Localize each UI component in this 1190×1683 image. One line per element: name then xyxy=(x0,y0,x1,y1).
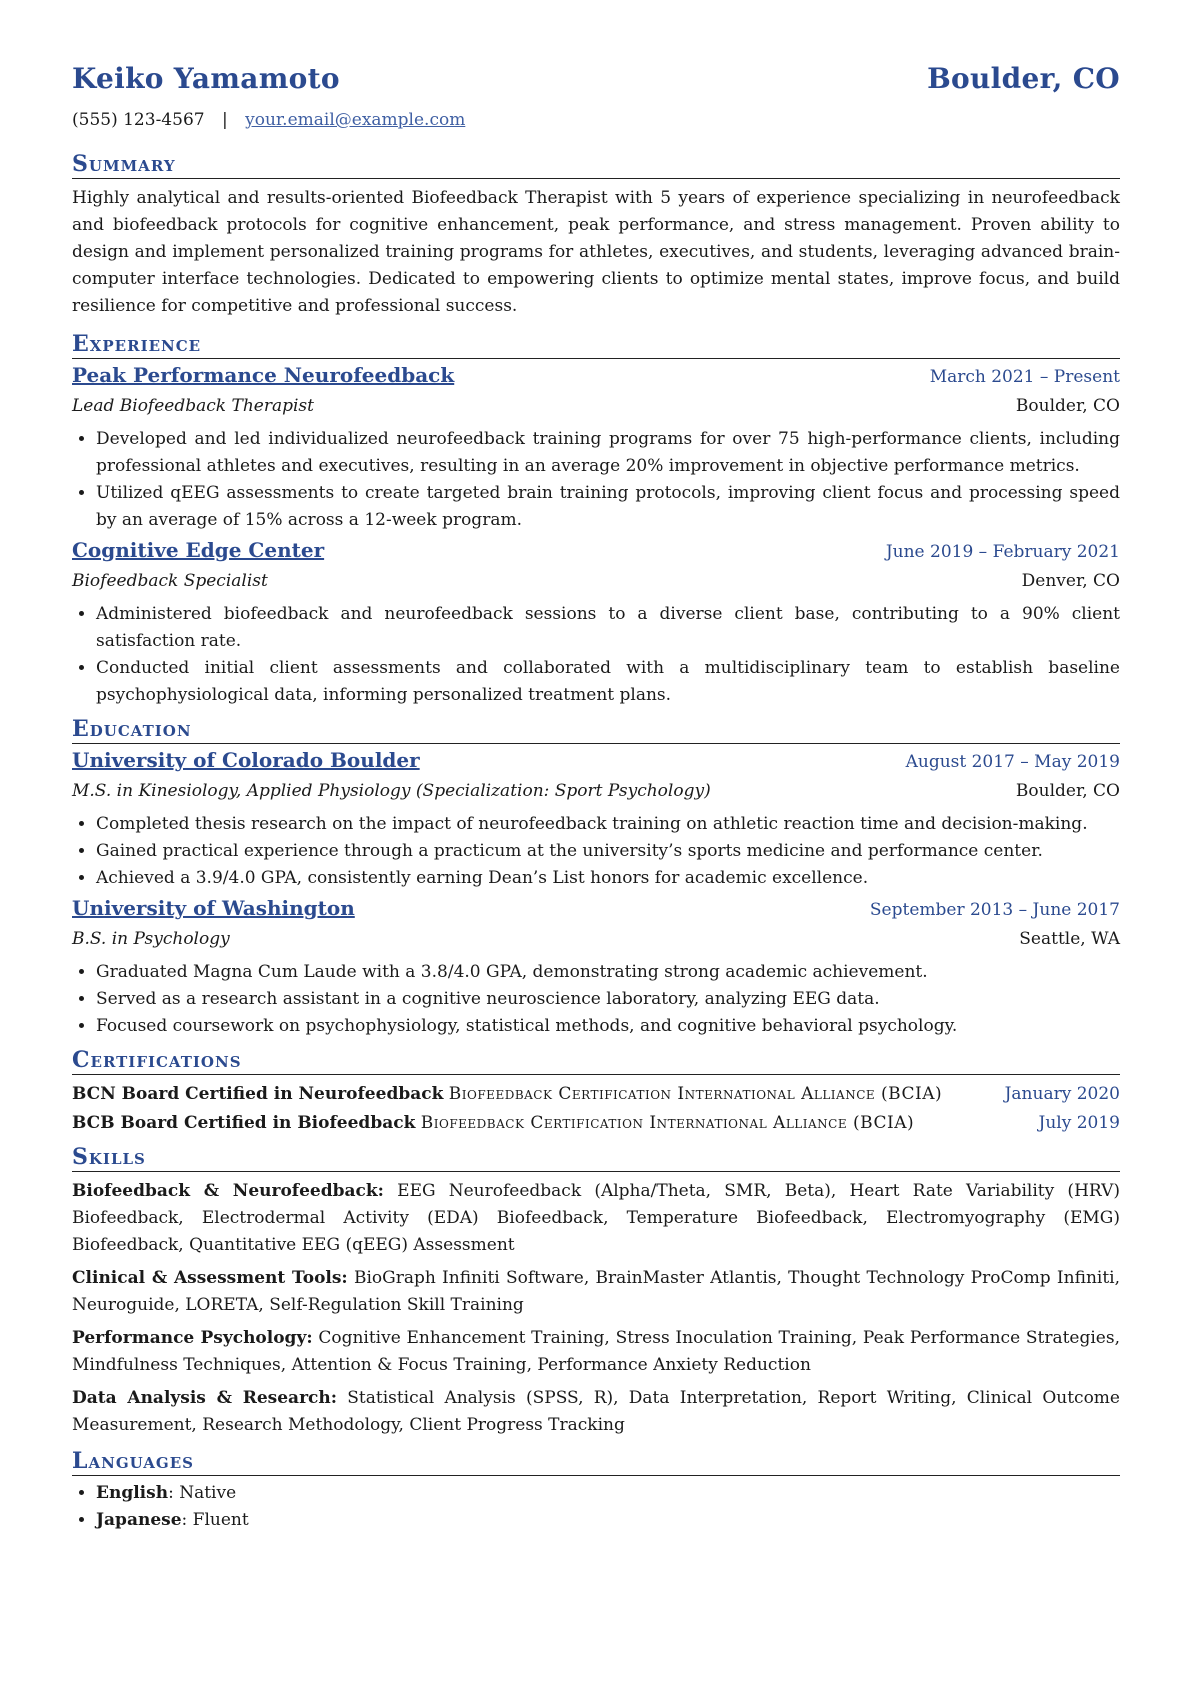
skill-group-label: Clinical & Assessment Tools: xyxy=(72,1268,348,1288)
list-item xyxy=(96,1480,1120,1507)
list-item: • Focused coursework on psychophysiology, statistical methods, and cognitive behavioral psychology. xyxy=(96,1013,1120,1040)
employer-link[interactable]: Peak Performance Neurofeedback xyxy=(72,363,455,387)
list-item: • Served as a research assistant in a cognitive neuroscience laboratory, analyzing EEG data. xyxy=(96,986,1120,1013)
certification-item xyxy=(72,1081,1120,1108)
school-link[interactable]: University of Colorado Boulder xyxy=(72,748,420,772)
skill-group xyxy=(72,1265,1120,1319)
list-item: • Utilized qEEG assessments to create targeted brain training protocols, improving client focus and processing speed by an average of 15% across a 12-week program. xyxy=(96,480,1120,534)
summary-text: Highly analytical and results-oriented Biofeedback Therapist with 5 years of experience specializing in neurofeedback and biofeedback protocols for cognitive enhancement, peak performance, and stress management. Proven ability to design and implement personalized training programs for athletes, executives, and students, leveraging advanced brain-computer interface technologies. Dedicated to empowering clients to optimize mental states, improve focus, and build resilience for competitive and professional success. xyxy=(72,188,1120,316)
employer-link[interactable]: Cognitive Edge Center xyxy=(72,538,325,562)
list-item: • Achieved a 3.9/4.0 GPA, consistently earning Dean’s List honors for academic excellence. xyxy=(96,865,1120,892)
resume-header xyxy=(72,62,1120,108)
skill-group-label: Performance Psychology: xyxy=(72,1328,313,1348)
phone-number: (555) 123-4567 xyxy=(72,110,205,130)
skill-group-text: BioGraph Infiniti Software, BrainMaster Atlantis, Thought Technology ProComp Infiniti, Neuroguide, LORETA, Self-Regulation Skill Training xyxy=(72,1268,1120,1315)
contact-line xyxy=(72,110,1120,142)
experience-entry xyxy=(72,536,1120,709)
list-item: • Graduated Magna Cum Laude with a 3.8/4.0 GPA, demonstrating strong academic achievement. xyxy=(96,959,1120,986)
skill-group-text: Statistical Analysis (SPSS, R), Data Interpretation, Report Writing, Clinical Outcome Measurement, Research Methodology, Client Progress Tracking xyxy=(72,1388,1120,1435)
candidate-name: Keiko Yamamoto xyxy=(72,62,340,95)
section-title-languages: Languages xyxy=(72,1447,1120,1476)
entry-dates: August 2017 – May 2019 xyxy=(905,752,1120,772)
entry-dates: June 2019 – February 2021 xyxy=(885,542,1120,562)
bullet-list xyxy=(72,601,1120,709)
bullet-list xyxy=(72,959,1120,1040)
section-title-summary: Summary xyxy=(72,150,1120,179)
entry-location: Denver, CO xyxy=(1021,571,1120,591)
certification-issuer: Biofeedback Certification International Alliance (BCIA) xyxy=(420,1113,915,1133)
list-item: • Gained practical experience through a practicum at the university’s sports medicine and performance center. xyxy=(96,838,1120,865)
job-title: Lead Biofeedback Therapist xyxy=(72,396,314,416)
certification-name: BCN Board Certified in Neurofeedback xyxy=(72,1084,444,1104)
language-level: : Native xyxy=(168,1483,237,1503)
bullet-list xyxy=(72,811,1120,892)
list-item: • Conducted initial client assessments and collaborated with a multidisciplinary team to establish baseline psychophysiological data, informing personalized treatment plans. xyxy=(96,655,1120,709)
degree: M.S. in Kinesiology, Applied Physiology (Specialization: Sport Psychology) xyxy=(72,781,711,801)
section-title-experience: Experience xyxy=(72,330,1120,359)
list-item: • Administered biofeedback and neurofeedback sessions to a diverse client base, contributing to a 90% client satisfaction rate. xyxy=(96,601,1120,655)
skill-group-label: Biofeedback & Neurofeedback: xyxy=(72,1181,384,1201)
certification-name: BCB Board Certified in Biofeedback xyxy=(72,1113,416,1133)
skill-group-text: EEG Neurofeedback (Alpha/Theta, SMR, Beta), Heart Rate Variability (HRV) Biofeedback, Electrodermal Activity (EDA) Biofeedback, Temperature Biofeedback, Electromyography (EMG) Biofeedback, Quantitative EEG (qEEG) Assessment xyxy=(72,1181,1120,1255)
section-title-certifications: Certifications xyxy=(72,1046,1120,1075)
section-title-education: Education xyxy=(72,715,1120,744)
entry-dates: September 2013 – June 2017 xyxy=(869,900,1120,920)
list-item: • Completed thesis research on the impact of neurofeedback training on athletic reaction time and decision-making. xyxy=(96,811,1120,838)
language-list xyxy=(72,1480,1120,1534)
email-link[interactable]: your.email@example.com xyxy=(245,110,466,130)
certification-date: January 2020 xyxy=(1004,1084,1120,1104)
degree: B.S. in Psychology xyxy=(72,929,230,949)
language-level: : Fluent xyxy=(181,1510,249,1530)
language-name: English xyxy=(96,1483,169,1503)
education-entry xyxy=(72,746,1120,892)
skill-group-label: Data Analysis & Research: xyxy=(72,1388,338,1408)
candidate-location: Boulder, CO xyxy=(927,62,1120,95)
section-title-skills: Skills xyxy=(72,1143,1120,1172)
bullet-list xyxy=(72,426,1120,534)
education-entry xyxy=(72,894,1120,1040)
experience-entry xyxy=(72,361,1120,534)
job-title: Biofeedback Specialist xyxy=(72,571,268,591)
skill-group xyxy=(72,1325,1120,1379)
certification-item xyxy=(72,1110,1120,1137)
entry-location: Boulder, CO xyxy=(1015,781,1120,801)
certification-issuer: Biofeedback Certification International Alliance (BCIA) xyxy=(448,1084,943,1104)
contact-separator: | xyxy=(221,110,228,130)
resume-content xyxy=(72,62,1120,1534)
certification-date: July 2019 xyxy=(1038,1113,1120,1133)
entry-location: Seattle, WA xyxy=(1019,929,1120,949)
skill-group xyxy=(72,1385,1120,1439)
language-name: Japanese xyxy=(96,1510,182,1530)
entry-location: Boulder, CO xyxy=(1015,396,1120,416)
list-item: • Developed and led individualized neurofeedback training programs for over 75 high-performance clients, including professional athletes and executives, resulting in an average 20% improvement in objective performance metrics. xyxy=(96,426,1120,480)
school-link[interactable]: University of Washington xyxy=(72,896,355,920)
list-item xyxy=(96,1507,1120,1534)
entry-dates: March 2021 – Present xyxy=(929,367,1120,387)
skill-group-text: Cognitive Enhancement Training, Stress Inoculation Training, Peak Performance Strategies, Mindfulness Techniques, Attention & Focus Training, Performance Anxiety Reduction xyxy=(72,1328,1120,1375)
skill-group xyxy=(72,1178,1120,1259)
